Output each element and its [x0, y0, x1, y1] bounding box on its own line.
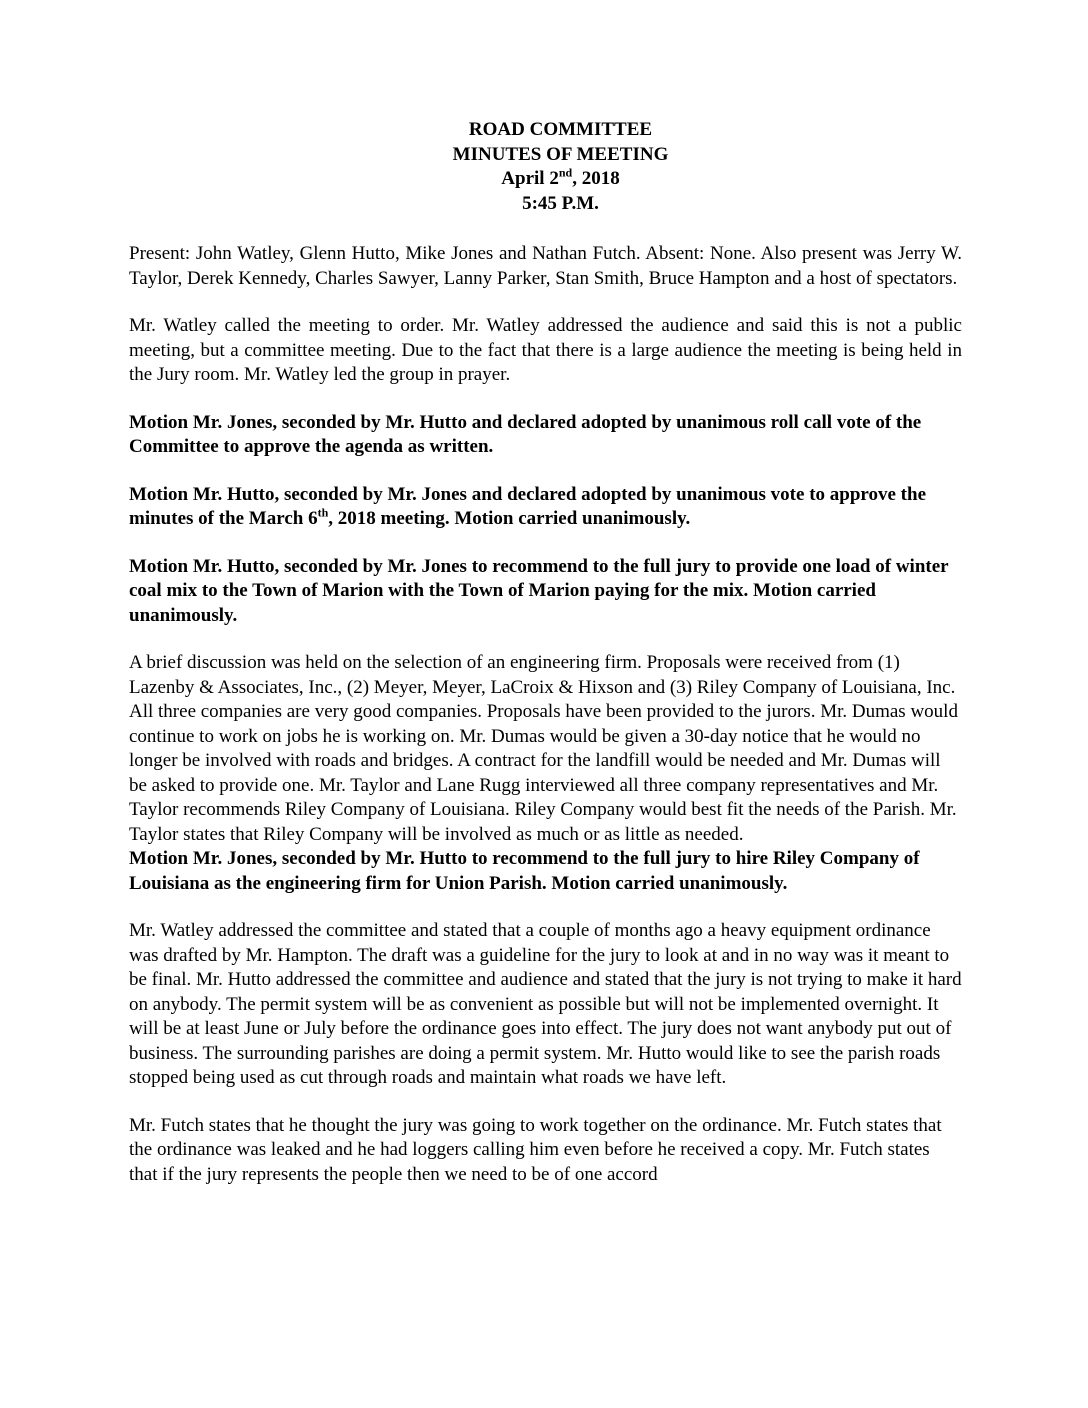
motion-minutes-text: Motion Mr. Hutto, seconded by Mr. Jones and declared adopted by unanimous vote to approve the minutes of the March 6 — [129, 483, 927, 529]
document-header — [129, 118, 962, 216]
minutes-title: MINUTES OF MEETING — [452, 143, 669, 165]
motion-minutes-tail: , 2018 meeting. Motion carried unanimously. — [328, 508, 691, 529]
call-to-order-paragraph: Mr. Watley called the meeting to order. Mr. Watley addressed the audience and said this is not a public meeting, but a committee meeting. Due to the fact that there is a large audience the meeting is being held in the Jury room. Mr. Watley led the group in prayer. — [129, 315, 962, 385]
meeting-time: 5:45 P.M. — [522, 192, 599, 214]
engineering-discussion-text: A brief discussion was held on the selection of an engineering firm. Proposals were received from (1) Lazenby & Associates, Inc., (2) Meyer, Meyer, LaCroix & Hixson and (3) Riley Company of Louisiana, Inc. All three companies are very good companies. Proposals have been provided to the jurors. Mr. Dumas would continue to work on jobs he is working on. Mr. Dumas would be given a 30-day notice that he would no longer be involved with roads and bridges. A contract for the landfill would be needed and Mr. Dumas will be asked to provide one. Mr. Taylor and Lane Rugg interviewed all three company representatives and Mr. Taylor recommends Riley Company of Louisiana. Riley Company would best fit the needs of the Parish. Mr. Taylor states that Riley Company will be involved as much or as little as needed. — [129, 652, 958, 845]
attendance-paragraph: Present: John Watley, Glenn Hutto, Mike Jones and Nathan Futch. Absent: None. Also present was Jerry W. Taylor, Derek Kennedy, Charles Sawyer, Lanny Parker, Stan Smith, Bruce Hampton and a host of spectators. — [129, 243, 962, 289]
motion-minutes-paragraph — [129, 483, 962, 532]
ordinance-paragraph: Mr. Watley addressed the committee and stated that a couple of months ago a heavy equipment ordinance was drafted by Mr. Hampton. The draft was a guideline for the jury to look at and in no way was it meant to be final. Mr. Hutto addressed the committee and audience and stated that the jury is not trying to make it hard on anybody. The permit system will be as convenient as possible but will not be implemented overnight. It will be at least June or July before the ordinance goes into effect. The jury does not want anybody put out of business. The surrounding parishes are doing a permit system. Mr. Hutto would like to see the parish roads stopped being used as cut through roads and maintain what roads we have left. — [129, 920, 962, 1088]
motion-minutes-suffix: th — [317, 505, 329, 520]
motion-agenda-paragraph: Motion Mr. Jones, seconded by Mr. Hutto and declared adopted by unanimous roll call vote of the Committee to approve the agenda as written. — [129, 411, 922, 457]
meeting-date — [159, 167, 962, 192]
committee-title: ROAD COMMITTEE — [468, 119, 653, 140]
meeting-date-year: , 2018 — [572, 168, 620, 189]
futch-paragraph: Mr. Futch states that he thought the jury was going to work together on the ordinance. Mr. Futch states that the ordinance was leaked and he had loggers calling him even before he received a copy. Mr. Futch states that if the jury represents the people then we need to be of one accord — [129, 1114, 942, 1185]
engineering-paragraph — [129, 651, 962, 896]
motion-coal-paragraph: Motion Mr. Hutto, seconded by Mr. Jones to recommend to the full jury to provide one load of winter coal mix to the Town of Marion with the Town of Marion paying for the mix. Motion carried unanimously. — [129, 555, 949, 626]
meeting-date-suffix: nd — [558, 165, 573, 180]
meeting-date-text: April 2 — [501, 168, 559, 189]
motion-engineering-text: Motion Mr. Jones, seconded by Mr. Hutto to recommend to the full jury to hire Riley Company of Louisiana as the engineering firm for Union Parish. Motion carried unanimously. — [129, 848, 920, 894]
